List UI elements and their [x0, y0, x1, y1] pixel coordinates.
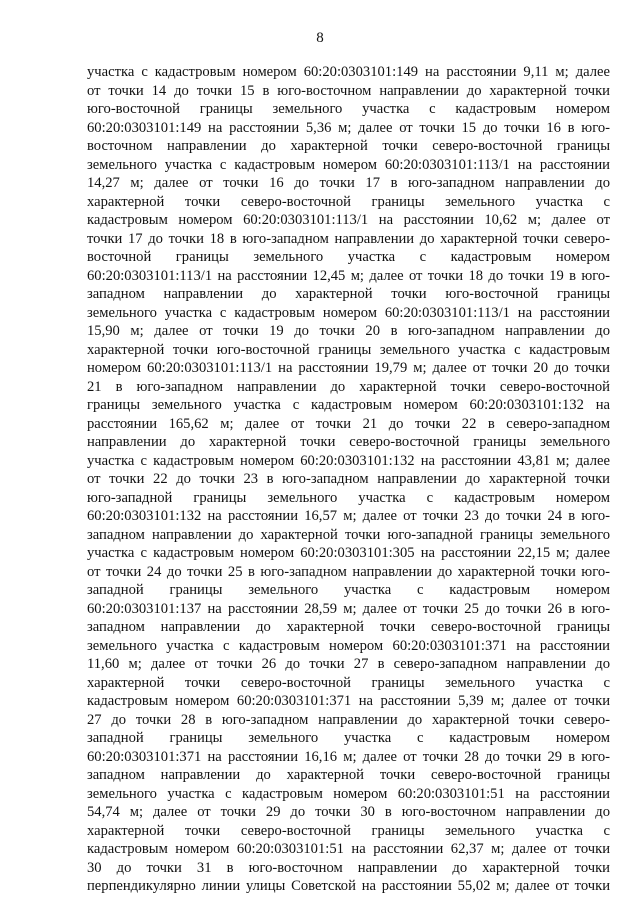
text-line: западной границы земельного участка с кадастровым номером [87, 730, 610, 746]
text-line: участка с кадастровым номером 60:20:0303101:305 на расстоянии 22,15 м; далее [87, 545, 610, 561]
text-line: характерной точки северо-восточной границы земельного участка с [87, 674, 610, 691]
text-line: восточной границы земельного участка с кадастровым номером [87, 249, 610, 265]
text-line: юго-восточной границы земельного участка с кадастровым номером [87, 101, 610, 117]
text-line: точки 17 до точки 18 в юго-западном направлении до характерной точки северо- [87, 230, 610, 247]
text-line: 15,90 м; далее от точки 19 до точки 20 в юго-западном направлении до [87, 323, 610, 339]
text-line: от точки 22 до точки 23 в юго-западном направлении до характерной точки [87, 471, 610, 487]
text-line: 60:20:0303101:132 на расстоянии 16,57 м; далее от точки 23 до точки 24 в юго- [87, 508, 610, 524]
text-line: западном направлении до характерной точки юго-западной границы земельного [87, 526, 610, 543]
text-line: 21 в юго-западном направлении до характерной точки северо-восточной [87, 378, 610, 395]
text-line: западном направлении до характерной точки северо-восточной границы [87, 619, 610, 635]
text-line: 14,27 м; далее от точки 16 до точки 17 в юго-западном направлении до [87, 175, 610, 191]
text-line: от точки 14 до точки 15 в юго-восточном направлении до характерной точки [87, 82, 610, 99]
text-line: расстоянии 165,62 м; далее от точки 21 до точки 22 в северо-западном [87, 415, 610, 432]
text-line: кадастровым номером 60:20:0303101:113/1 на расстоянии 10,62 м; далее от [87, 212, 610, 228]
text-line: 60:20:0303101:371 на расстоянии 16,16 м; далее от точки 28 до точки 29 в юго- [87, 748, 610, 765]
text-line: от точки 24 до точки 25 в юго-западном направлении до характерной точки юго- [87, 563, 610, 580]
text-line: перпендикулярно линии улицы Советской на расстоянии 55,02 м; далее от точки [87, 878, 610, 894]
text-line: характерной точки северо-восточной границы земельного участка с [87, 193, 610, 210]
text-line: 54,74 м; далее от точки 29 до точки 30 в юго-восточном направлении до [87, 804, 610, 820]
page-number: 8 [316, 30, 324, 46]
text-line: кадастровым номером 60:20:0303101:51 на расстоянии 62,37 м; далее от точки [87, 841, 610, 857]
text-line: 27 до точки 28 в юго-западном направлении до характерной точки северо- [87, 711, 610, 728]
text-line: участка с кадастровым номером 60:20:0303101:149 на расстоянии 9,11 м; далее [87, 64, 610, 80]
text-line: 11,60 м; далее от точки 26 до точки 27 в северо-западном направлении до [87, 656, 610, 672]
text-line: земельного участка с кадастровым номером 60:20:0303101:51 на расстоянии [87, 785, 610, 802]
text-line: границы земельного участка с кадастровым номером 60:20:0303101:132 на [87, 397, 610, 413]
text-line: номером 60:20:0303101:113/1 на расстоянии 19,79 м; далее от точки 20 до точки [87, 360, 610, 376]
text-line: характерной точки юго-восточной границы земельного участка с кадастровым [87, 341, 610, 358]
text-line: 60:20:0303101:149 на расстоянии 5,36 м; далее от точки 15 до точки 16 в юго- [87, 119, 610, 136]
text-line: 60:20:0303101:137 на расстоянии 28,59 м; далее от точки 25 до точки 26 в юго- [87, 600, 610, 617]
text-line: участка с кадастровым номером 60:20:0303101:132 на расстоянии 43,81 м; далее [87, 452, 610, 469]
text-line: юго-западной границы земельного участка с кадастровым номером [87, 489, 610, 506]
text-line: восточном направлении до характерной точки северо-восточной границы [87, 138, 610, 154]
text-line: 30 до точки 31 в юго-восточном направлении до характерной точки [87, 859, 610, 876]
text-line: 60:20:0303101:113/1 на расстоянии 12,45 м; далее от точки 18 до точки 19 в юго- [87, 267, 610, 284]
text-line: кадастровым номером 60:20:0303101:371 на расстоянии 5,39 м; далее от точки [87, 693, 610, 709]
text-line: характерной точки северо-восточной границы земельного участка с [87, 822, 610, 839]
body-text [87, 63, 610, 896]
text-line: западном направлении до характерной точки северо-восточной границы [87, 767, 610, 783]
text-line: земельного участка с кадастровым номером 60:20:0303101:113/1 на расстоянии [87, 156, 610, 173]
text-line: направлении до характерной точки северо-восточной границы земельного [87, 434, 610, 450]
text-line: земельного участка с кадастровым номером 60:20:0303101:113/1 на расстоянии [87, 304, 610, 321]
text-line: западной границы земельного участка с кадастровым номером [87, 582, 610, 598]
text-line: земельного участка с кадастровым номером 60:20:0303101:371 на расстоянии [87, 637, 610, 654]
text-line: западном направлении до характерной точки юго-восточной границы [87, 286, 610, 302]
